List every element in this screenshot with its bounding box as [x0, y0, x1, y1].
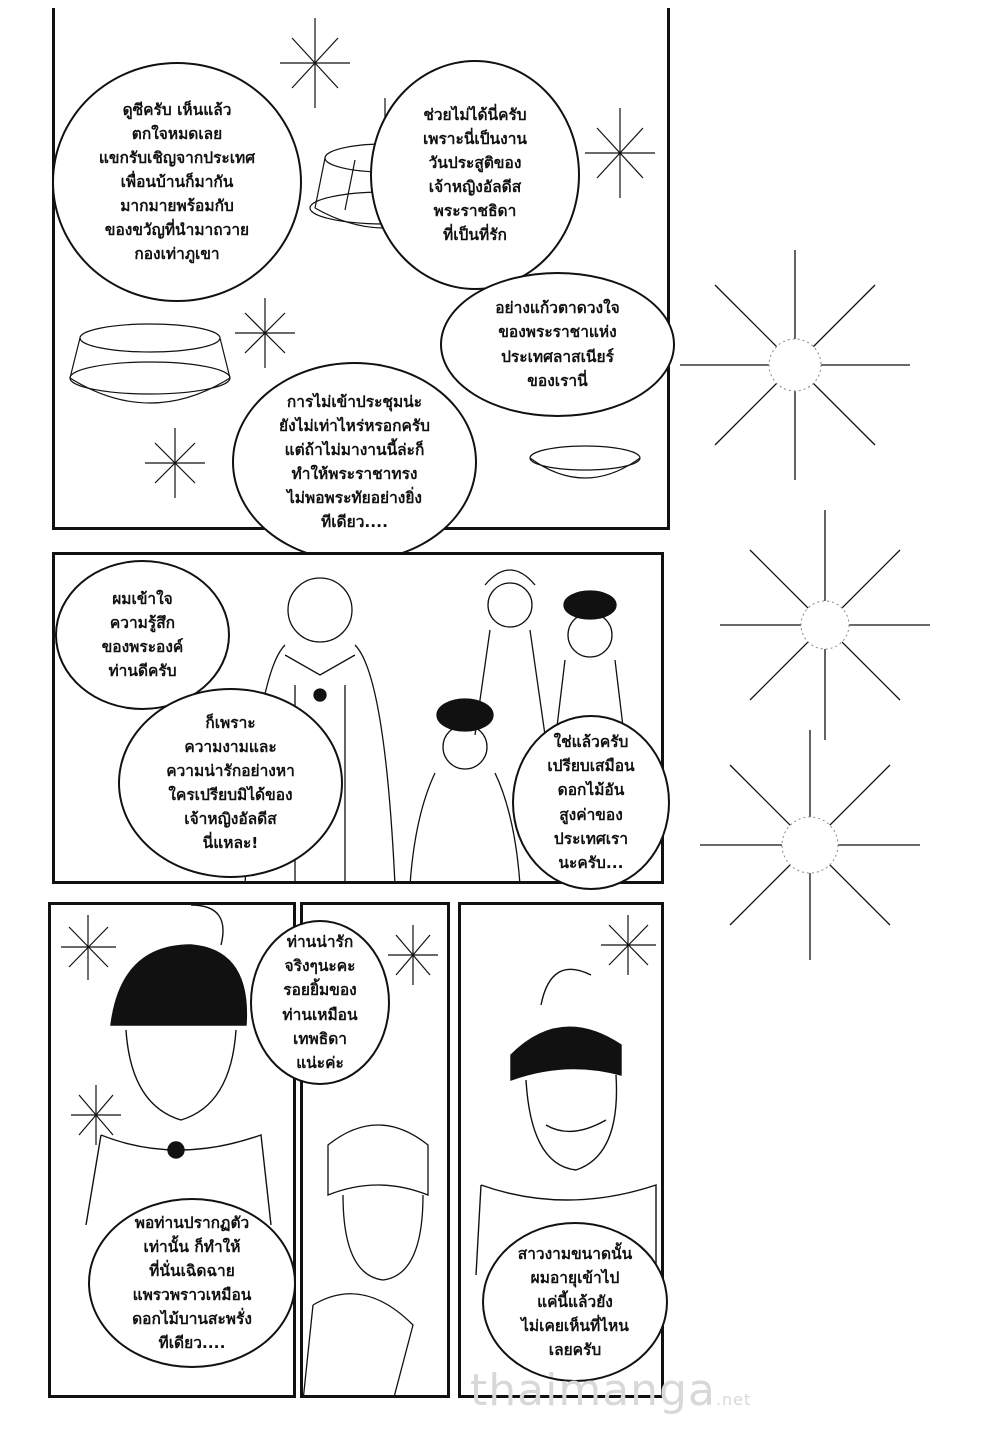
speech-bubble-understand-feelings: ผมเข้าใจ ความรู้สึก ของพระองค์ ท่านดีครับ	[55, 560, 230, 710]
speech-bubble-guests-gifts: ดูซีครับ เห็นแล้ว ตกใจหมดเลย แขกรับเชิญจากประเทศ เพื่อนบ้านก็มากัน มากมายพร้อมกับ ของขวัญที่นำมาถวาย กองเท่าภูเขา	[52, 62, 302, 302]
sparkle-decoration-large-1	[680, 250, 910, 480]
sparkle-decoration-large-2	[720, 510, 930, 740]
watermark-logo: thaimanga.net	[470, 1365, 752, 1416]
speech-bubble-king-displeased: การไม่เข้าประชุมน่ะ ยังไม่เท่าไหร่หรอกครับ แต่ถ้าไม่มางานนี้ล่ะก็ ทำให้พระราชาทรง ไม่พอพระทัยอย่างยิ่ง ทีเดียว....	[232, 362, 477, 562]
sparkle-icon	[145, 428, 205, 498]
sparkle-icon	[280, 18, 350, 108]
sparkle-icon	[601, 915, 656, 975]
speech-bubble-king-beloved: อย่างแก้วตาดวงใจ ของพระราชาแห่ง ประเทศลาสเนียร์ ของเรานี่	[440, 272, 675, 417]
noblewoman-portrait	[303, 1105, 450, 1398]
speech-bubble-radiant-appearance: พอท่านปรากฏตัว เท่านั้น ก็ทำให้ ที่นั่นเฉิดฉาย แพรวพราวเหมือน ดอกไม้บานสะพรั่ง ทีเดียว....	[88, 1198, 296, 1368]
sparkle-decoration-large-3	[700, 730, 920, 960]
chandelier-illustration-3	[525, 428, 645, 508]
speech-bubble-goddess-smile: ท่านน่ารัก จริงๆนะคะ รอยยิ้มของ ท่านเหมือน เทพธิดา แน่ะค่ะ	[250, 920, 390, 1085]
sparkle-icon	[585, 108, 655, 198]
chandelier-illustration-2	[65, 298, 235, 438]
speech-bubble-never-seen-beauty: สาวงามขนาดนั้น ผมอายุเข้าไป แค่นี้แล้วยัง ไม่เคยเห็นที่ไหน เลยครับ	[482, 1222, 668, 1382]
sparkle-icon	[61, 915, 116, 980]
sparkle-icon	[71, 1085, 121, 1145]
speech-bubble-precious-flower: ใช่แล้วครับ เปรียบเสมือน ดอกไม้อัน สูงค่าของ ประเทศเรา นะครับ...	[512, 715, 670, 890]
sparkle-icon	[235, 298, 295, 368]
speech-bubble-birthday-princess: ช่วยไม่ได้นี่ครับ เพราะนี่เป็นงาน วันประสูติของ เจ้าหญิงอัลดีส พระราชธิดา ที่เป็นที่รัก	[370, 60, 580, 290]
speech-bubble-princess-beauty: ก็เพราะ ความงามและ ความน่ารักอย่างหา ใครเปรียบมิได้ของ เจ้าหญิงอัลดีส นี่แหละ!	[118, 688, 343, 878]
sparkle-icon	[388, 925, 438, 985]
